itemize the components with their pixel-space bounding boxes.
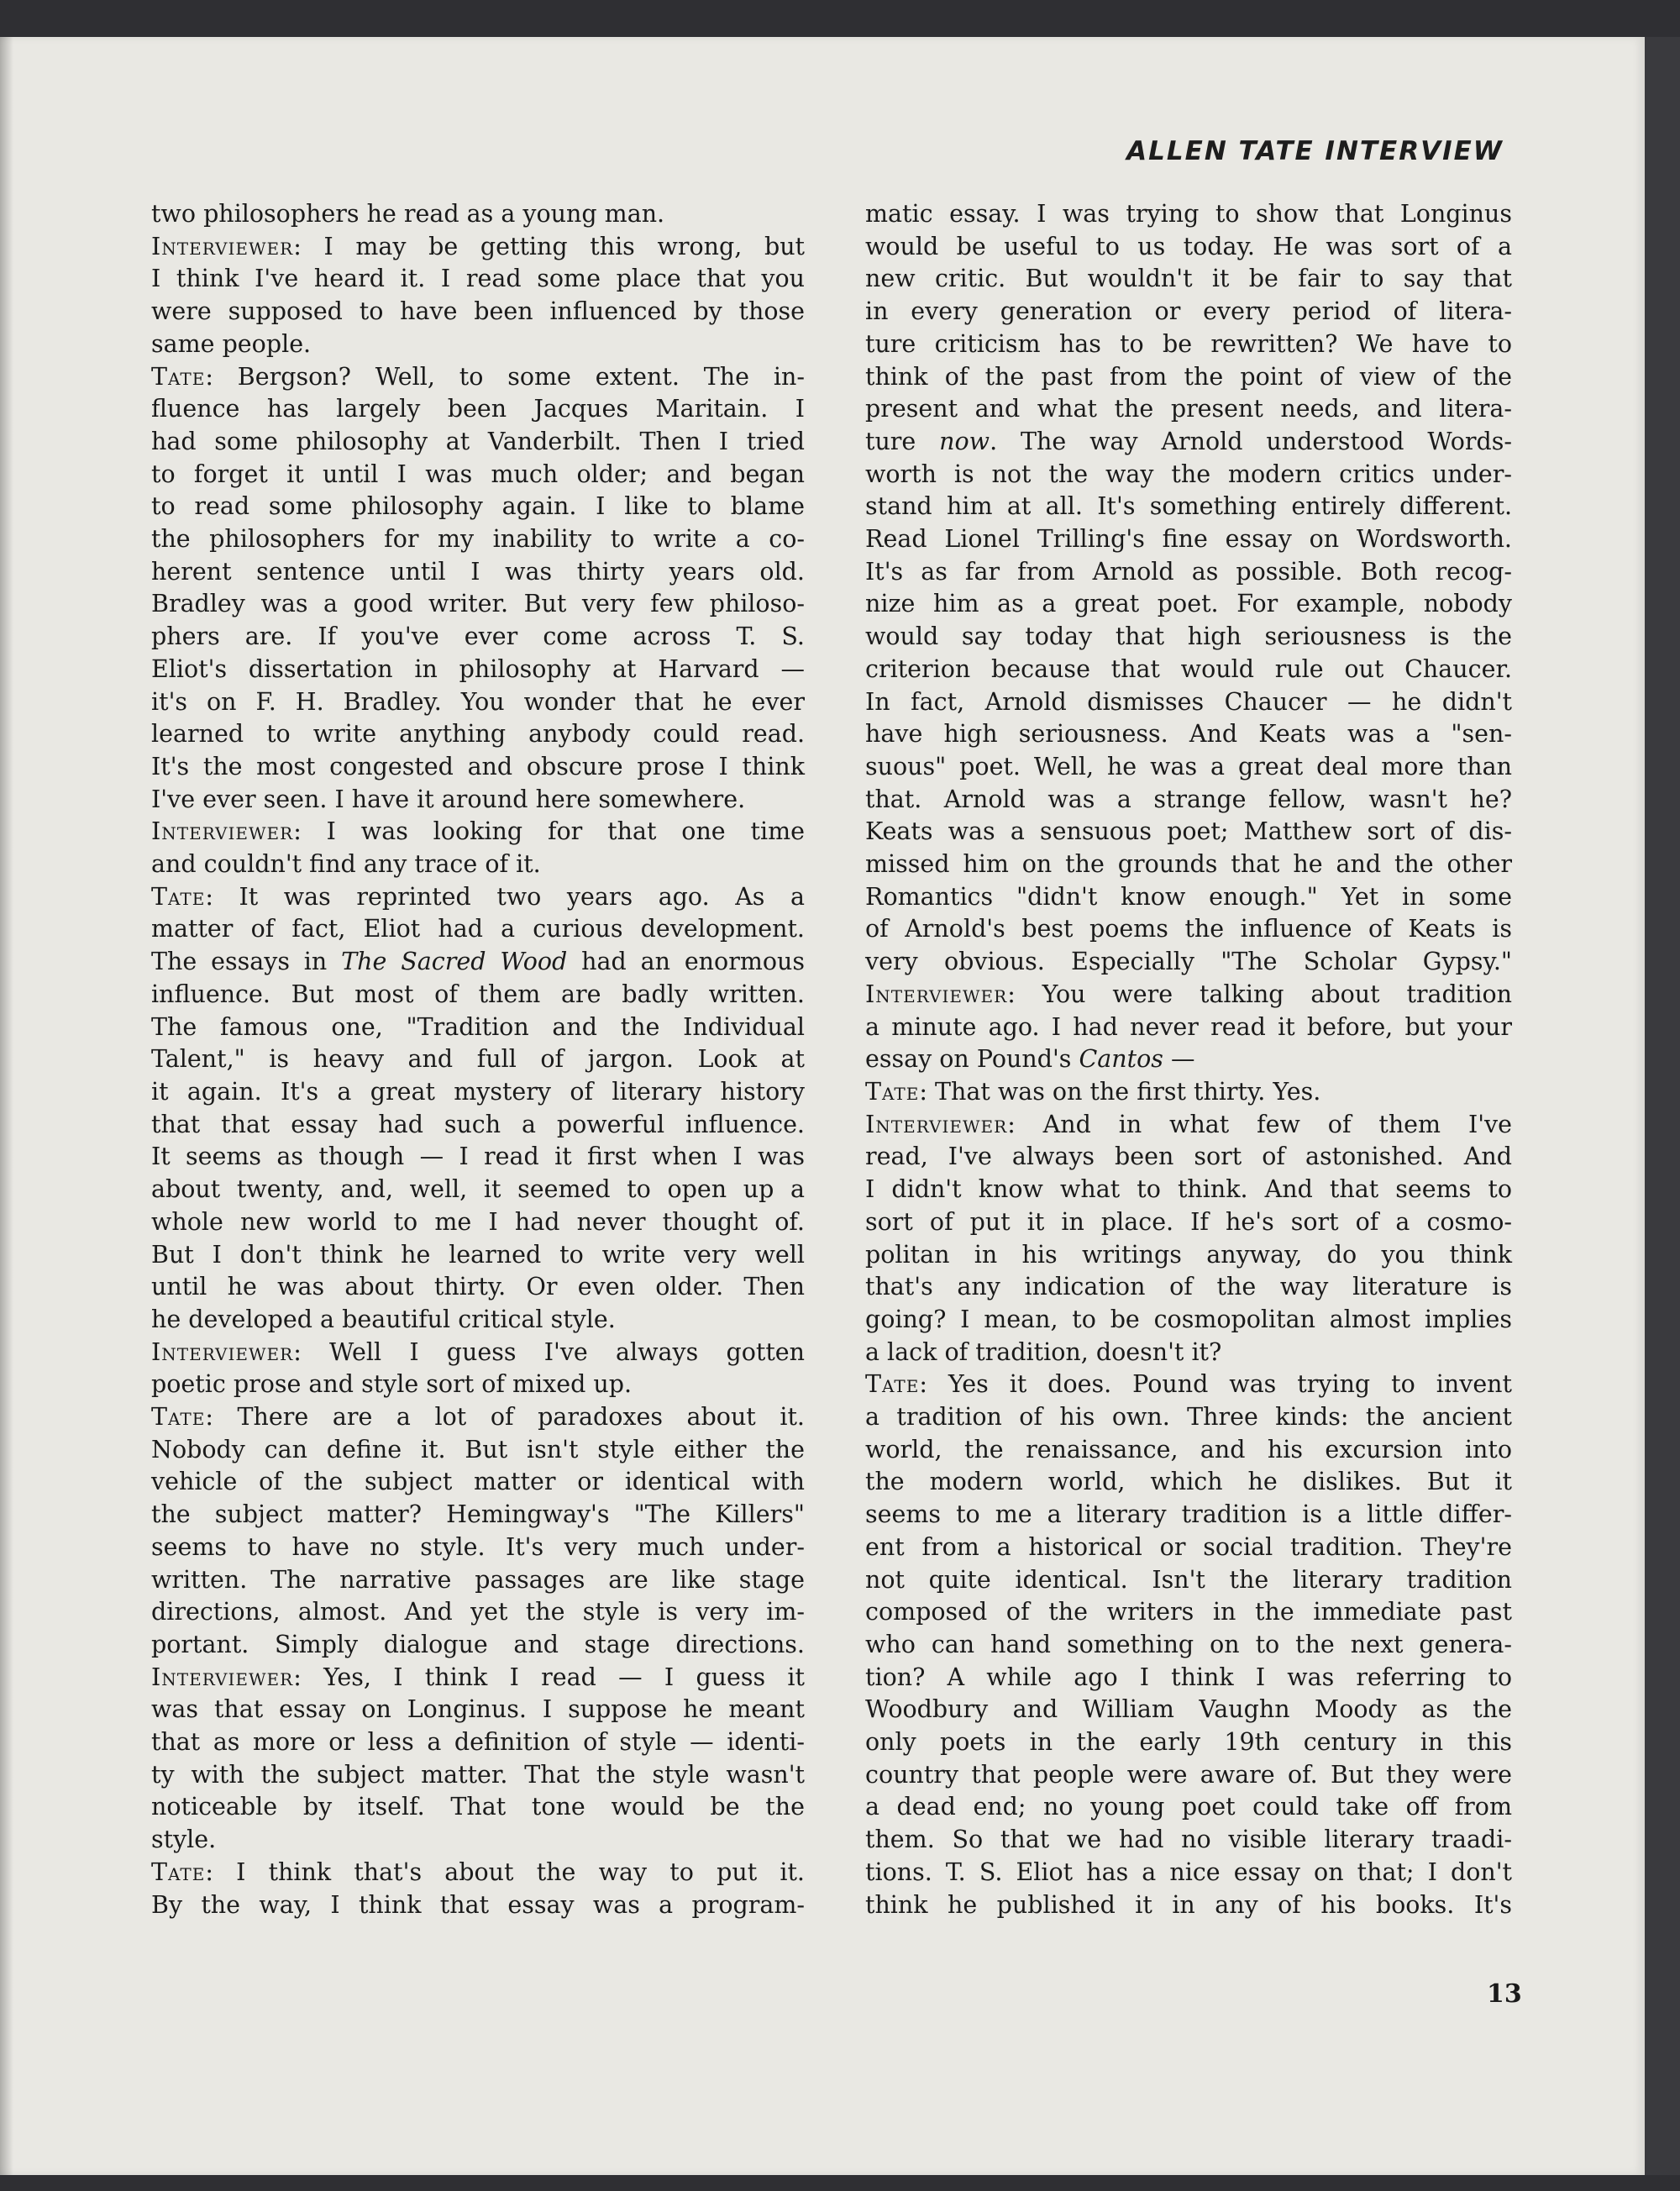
text-line: [151, 198, 805, 231]
line-text: to forget it until I was much older; and began: [151, 460, 805, 488]
line-text: not quite identical. Isn't the literary tradition: [865, 1565, 1512, 1594]
line-text: : There are a lot of paradoxes about it.: [205, 1403, 805, 1432]
line-text: essay on Pound's: [865, 1045, 1079, 1074]
text-line: [865, 784, 1512, 817]
line-text: ent from a historical or social tradition. They're: [865, 1532, 1512, 1561]
line-text: think of the past from the point of view of the: [865, 362, 1512, 391]
line-text: : You were talking about tradition: [1007, 980, 1512, 1008]
text-line: [865, 231, 1512, 264]
text-line: [865, 588, 1512, 621]
text-line: [865, 296, 1512, 328]
page-number: 13: [1487, 1979, 1522, 2009]
running-head: ALLEN TATE INTERVIEW: [1126, 136, 1504, 166]
text-line: [865, 1629, 1512, 1662]
line-text: in every generation or every period of litera-: [865, 297, 1512, 326]
text-line: [151, 654, 805, 686]
text-line: [151, 621, 805, 654]
text-line: [865, 1337, 1512, 1369]
line-text: were supposed to have been influenced by those: [151, 297, 805, 326]
line-text: written. The narrative passages are like stage: [151, 1565, 805, 1594]
line-text: only poets in the early 19th century in this: [865, 1728, 1512, 1757]
line-text: going? I mean, to be cosmopolitan almost implies: [865, 1305, 1512, 1333]
line-text: he developed a beautiful critical style.: [151, 1305, 616, 1333]
text-line: [865, 718, 1512, 751]
text-line: [865, 1401, 1512, 1434]
line-text-continued: . The way Arnold understood Words-: [990, 427, 1512, 455]
line-text: fluence has largely been Jacques Maritain. I: [151, 395, 805, 423]
text-line: [151, 1011, 805, 1044]
line-text: I think I've heard it. I read some place that you: [151, 265, 805, 293]
speaker-label: Interviewer: [151, 1663, 294, 1691]
text-line: [865, 1271, 1512, 1304]
text-line: [865, 1434, 1512, 1467]
text-line: [151, 784, 805, 817]
text-line: [151, 1824, 805, 1857]
line-text: who can hand something on to the next genera-: [865, 1630, 1512, 1658]
text-line: [151, 1662, 805, 1694]
line-text: : I was looking for that one time: [293, 817, 805, 846]
line-text: about twenty, and, well, it seemed to open up a: [151, 1175, 805, 1204]
line-text: the subject matter? Hemingway's "The Killers": [151, 1500, 805, 1529]
line-text: tion? A while ago I think I was referring to: [865, 1663, 1512, 1691]
text-line: [151, 1174, 805, 1206]
text-line: [151, 816, 805, 849]
line-text: herent sentence until I was thirty years old.: [151, 557, 805, 586]
speaker-label: Interviewer: [865, 980, 1008, 1008]
speaker-label: Tate: [151, 362, 206, 391]
line-text: Read Lionel Trilling's fine essay on Wordsworth.: [865, 525, 1512, 554]
text-line: [151, 1271, 805, 1304]
text-line: [865, 654, 1512, 686]
text-line: [865, 1759, 1512, 1792]
line-text: the modern world, which he dislikes. But it: [865, 1468, 1512, 1496]
line-text: It's the most congested and obscure prose I think: [151, 752, 805, 780]
text-line: [865, 1174, 1512, 1206]
text-line: [865, 1791, 1512, 1824]
text-line: [151, 881, 805, 914]
text-line: [865, 1011, 1512, 1044]
text-line: [151, 1076, 805, 1109]
line-text: : It was reprinted two years ago. As a: [205, 882, 805, 911]
line-text: tions. T. S. Eliot has a nice essay on that; I don't: [865, 1857, 1512, 1886]
speaker-label: Interviewer: [865, 1110, 1008, 1138]
line-text: a minute ago. I had never read it before, but your: [865, 1012, 1512, 1041]
text-line: [151, 523, 805, 556]
text-line: [865, 816, 1512, 849]
line-text: learned to write anything anybody could read.: [151, 720, 805, 749]
text-line: [865, 979, 1512, 1011]
line-text: Romantics "didn't know enough." Yet in some: [865, 882, 1512, 911]
line-text: politan in his writings anyway, do you think: [865, 1240, 1512, 1269]
line-text: Talent," is heavy and full of jargon. Look at: [151, 1045, 805, 1074]
line-text: noticeable by itself. That tone would be the: [151, 1793, 805, 1821]
text-line: [865, 686, 1512, 719]
text-line: [151, 361, 805, 394]
line-text: directions, almost. And yet the style is very im-: [151, 1598, 805, 1626]
text-line: [865, 556, 1512, 589]
text-line: [865, 1239, 1512, 1272]
line-text: seems to have no style. It's very much under-: [151, 1532, 805, 1561]
line-text: a tradition of his own. Three kinds: the ancient: [865, 1403, 1512, 1432]
line-text: The essays in: [151, 948, 342, 976]
text-line: [151, 1401, 805, 1434]
text-line: [151, 426, 805, 459]
text-line: [865, 393, 1512, 426]
line-text: style.: [151, 1826, 217, 1854]
line-text: poetic prose and style sort of mixed up.: [151, 1370, 633, 1399]
line-text: : And in what few of them I've: [1007, 1110, 1512, 1138]
text-line: [865, 361, 1512, 394]
text-line: [151, 556, 805, 589]
line-text: ture: [865, 427, 940, 455]
line-text: : Well I guess I've always gotten: [293, 1337, 805, 1366]
line-text: : I may be getting this wrong, but: [293, 232, 805, 260]
text-line: [865, 1109, 1512, 1142]
text-line: [865, 1499, 1512, 1532]
text-line: [865, 1857, 1512, 1889]
line-text: that that essay had such a powerful influence.: [151, 1110, 805, 1138]
line-text: : I think that's about the way to put it.: [205, 1857, 805, 1886]
text-line: [865, 1466, 1512, 1499]
line-text: would be useful to us today. He was sort of a: [865, 232, 1512, 260]
left-text-column: [151, 198, 805, 1921]
text-line: [865, 621, 1512, 654]
text-line: [865, 426, 1512, 459]
italic-title: The Sacred Wood: [341, 948, 568, 976]
text-line: [151, 231, 805, 264]
text-line: [151, 459, 805, 491]
text-line: [151, 1759, 805, 1792]
text-line: [151, 1206, 805, 1239]
text-line: [151, 946, 805, 979]
line-text: missed him on the grounds that he and the other: [865, 850, 1512, 879]
text-line: [151, 1043, 805, 1076]
speaker-label: Tate: [151, 882, 206, 911]
margin-tick-mark: [8, 286, 15, 291]
line-text: and couldn't find any trace of it.: [151, 850, 541, 879]
line-text: that. Arnold was a strange fellow, wasn't he?: [865, 785, 1512, 813]
text-line: [865, 1564, 1512, 1597]
speaker-label: Interviewer: [151, 817, 294, 846]
line-text: the philosophers for my inability to write a co-: [151, 525, 805, 554]
text-line: [151, 1337, 805, 1369]
text-line: [865, 198, 1512, 231]
line-text: I've ever seen. I have it around here somewhere.: [151, 785, 746, 813]
text-line: [151, 1791, 805, 1824]
line-text: same people.: [151, 329, 312, 358]
line-text: : Yes it does. Pound was trying to invent: [919, 1370, 1512, 1399]
line-text: very obvious. Especially "The Scholar Gypsy.": [865, 948, 1512, 976]
speaker-label: Tate: [151, 1403, 206, 1432]
line-text: new critic. But wouldn't it be fair to say that: [865, 265, 1512, 293]
text-line: [151, 1239, 805, 1272]
line-text: two philosophers he read as a young man.: [151, 200, 665, 228]
text-line: [151, 1434, 805, 1467]
text-line: [865, 459, 1512, 491]
line-text: Eliot's dissertation in philosophy at Harvard —: [151, 654, 805, 683]
text-line: [865, 1369, 1512, 1401]
page-edge: [1645, 37, 1680, 2175]
binding-gutter-shadow: [0, 37, 13, 2175]
line-text: : Bergson? Well, to some extent. The in-: [205, 362, 805, 391]
line-text-continued: —: [1163, 1045, 1195, 1074]
text-line: [151, 1499, 805, 1532]
line-text: Woodbury and William Vaughn Moody as the: [865, 1695, 1512, 1724]
text-line: [151, 263, 805, 296]
text-line: [151, 1109, 805, 1142]
text-line: [151, 1141, 805, 1174]
line-text: read, I've always been sort of astonished. And: [865, 1143, 1512, 1171]
line-text: : That was on the first thirty. Yes.: [919, 1077, 1321, 1106]
line-text: sort of put it in place. If he's sort of a cosmo-: [865, 1207, 1512, 1236]
speaker-label: Interviewer: [151, 232, 294, 260]
text-line: [151, 1466, 805, 1499]
line-text: that as more or less a definition of style — identi-: [151, 1728, 805, 1757]
line-text: In fact, Arnold dismisses Chaucer — he didn't: [865, 687, 1512, 716]
line-text: The famous one, "Tradition and the Individual: [151, 1012, 805, 1041]
text-line: [151, 296, 805, 328]
line-text: would say today that high seriousness is the: [865, 623, 1512, 651]
line-text: had some philosophy at Vanderbilt. Then I tried: [151, 427, 805, 455]
text-line: [865, 849, 1512, 881]
text-line: [151, 718, 805, 751]
text-line: [865, 1726, 1512, 1759]
line-text: It seems as though — I read it first when I was: [151, 1143, 805, 1171]
text-line: [865, 1532, 1512, 1564]
line-text: stand him at all. It's something entirely different.: [865, 492, 1512, 521]
line-text: I didn't know what to think. And that seems to: [865, 1175, 1512, 1204]
text-line: [151, 1857, 805, 1889]
text-line: [865, 1824, 1512, 1857]
text-line: [865, 1304, 1512, 1337]
line-text: criterion because that would rule out Chaucer.: [865, 654, 1512, 683]
text-line: [865, 1043, 1512, 1076]
line-text: : Yes, I think I read — I guess it: [293, 1663, 805, 1691]
line-text: suous" poet. Well, he was a great deal more than: [865, 752, 1512, 780]
text-line: [865, 1141, 1512, 1174]
line-text: world, the renaissance, and his excursion into: [865, 1435, 1512, 1463]
text-line: [151, 913, 805, 946]
line-text: vehicle of the subject matter or identical with: [151, 1468, 805, 1496]
line-text: present and what the present needs, and litera-: [865, 395, 1512, 423]
line-text: phers are. If you've ever come across T. S.: [151, 623, 805, 651]
line-text: a lack of tradition, doesn't it?: [865, 1337, 1222, 1366]
speaker-label: Tate: [151, 1857, 206, 1886]
text-line: [865, 913, 1512, 946]
line-text: Bradley was a good writer. But very few philoso-: [151, 590, 805, 618]
line-text: a dead end; no young poet could take off from: [865, 1793, 1512, 1821]
text-line: [865, 263, 1512, 296]
text-line: [151, 328, 805, 361]
text-line: [151, 491, 805, 523]
line-text: It's as far from Arnold as possible. Both recog-: [865, 557, 1512, 586]
line-text: nize him as a great poet. For example, nobody: [865, 590, 1512, 618]
text-line: [865, 1206, 1512, 1239]
text-line: [151, 1629, 805, 1662]
text-line: [865, 1596, 1512, 1629]
text-line: [865, 1694, 1512, 1726]
line-text: worth is not the way the modern critics under-: [865, 460, 1512, 488]
text-line: [151, 1532, 805, 1564]
line-text: was that essay on Longinus. I suppose he meant: [151, 1695, 805, 1724]
line-text: matic essay. I was trying to show that Longinus: [865, 200, 1512, 228]
text-line: [865, 751, 1512, 784]
line-text: ture criticism has to be rewritten? We have to: [865, 329, 1512, 358]
line-text-continued: had an enormous: [567, 948, 805, 976]
line-text: seems to me a literary tradition is a little differ-: [865, 1500, 1512, 1529]
text-line: [151, 979, 805, 1011]
text-line: [865, 946, 1512, 979]
italic-title: now: [939, 427, 990, 455]
speaker-label: Tate: [865, 1370, 920, 1399]
text-line: [865, 328, 1512, 361]
line-text: until he was about thirty. Or even older. Then: [151, 1273, 805, 1301]
line-text: But I don't think he learned to write very well: [151, 1240, 805, 1269]
line-text: composed of the writers in the immediate past: [865, 1598, 1512, 1626]
text-line: [151, 393, 805, 426]
italic-title: Cantos: [1079, 1045, 1163, 1074]
line-text: ty with the subject matter. That the style wasn't: [151, 1760, 805, 1789]
speaker-label: Interviewer: [151, 1337, 294, 1366]
line-text: think he published it in any of his books. It's: [865, 1890, 1512, 1919]
line-text: of Arnold's best poems the influence of Keats is: [865, 915, 1512, 943]
right-text-column: [865, 198, 1512, 1921]
line-text: have high seriousness. And Keats was a "sen-: [865, 720, 1512, 749]
text-line: [865, 523, 1512, 556]
text-line: [865, 491, 1512, 523]
text-line: [865, 881, 1512, 914]
text-line: [151, 751, 805, 784]
speaker-label: Tate: [865, 1077, 920, 1106]
text-line: [151, 849, 805, 881]
text-line: [865, 1662, 1512, 1694]
line-text: it's on F. H. Bradley. You wonder that he ever: [151, 687, 805, 716]
text-line: [151, 1564, 805, 1597]
line-text: matter of fact, Eliot had a curious development.: [151, 915, 805, 943]
text-line: [151, 1726, 805, 1759]
line-text: Nobody can define it. But isn't style either the: [151, 1435, 805, 1463]
text-line: [151, 588, 805, 621]
line-text: influence. But most of them are badly written.: [151, 980, 805, 1008]
line-text: Keats was a sensuous poet; Matthew sort of dis-: [865, 817, 1512, 846]
text-line: [151, 1304, 805, 1337]
line-text: By the way, I think that essay was a program-: [151, 1890, 805, 1919]
line-text: that's any indication of the way literature is: [865, 1273, 1512, 1301]
text-line: [151, 1889, 805, 1922]
line-text: whole new world to me I had never thought of.: [151, 1207, 805, 1236]
line-text: to read some philosophy again. I like to blame: [151, 492, 805, 521]
text-line: [865, 1076, 1512, 1109]
text-line: [151, 1596, 805, 1629]
line-text: portant. Simply dialogue and stage directions.: [151, 1630, 805, 1658]
text-line: [151, 1369, 805, 1401]
text-line: [151, 1694, 805, 1726]
text-line: [151, 686, 805, 719]
line-text: it again. It's a great mystery of literary history: [151, 1077, 805, 1106]
line-text: them. So that we had no visible literary traadi-: [865, 1826, 1512, 1854]
text-line: [865, 1889, 1512, 1922]
line-text: country that people were aware of. But they were: [865, 1760, 1512, 1789]
